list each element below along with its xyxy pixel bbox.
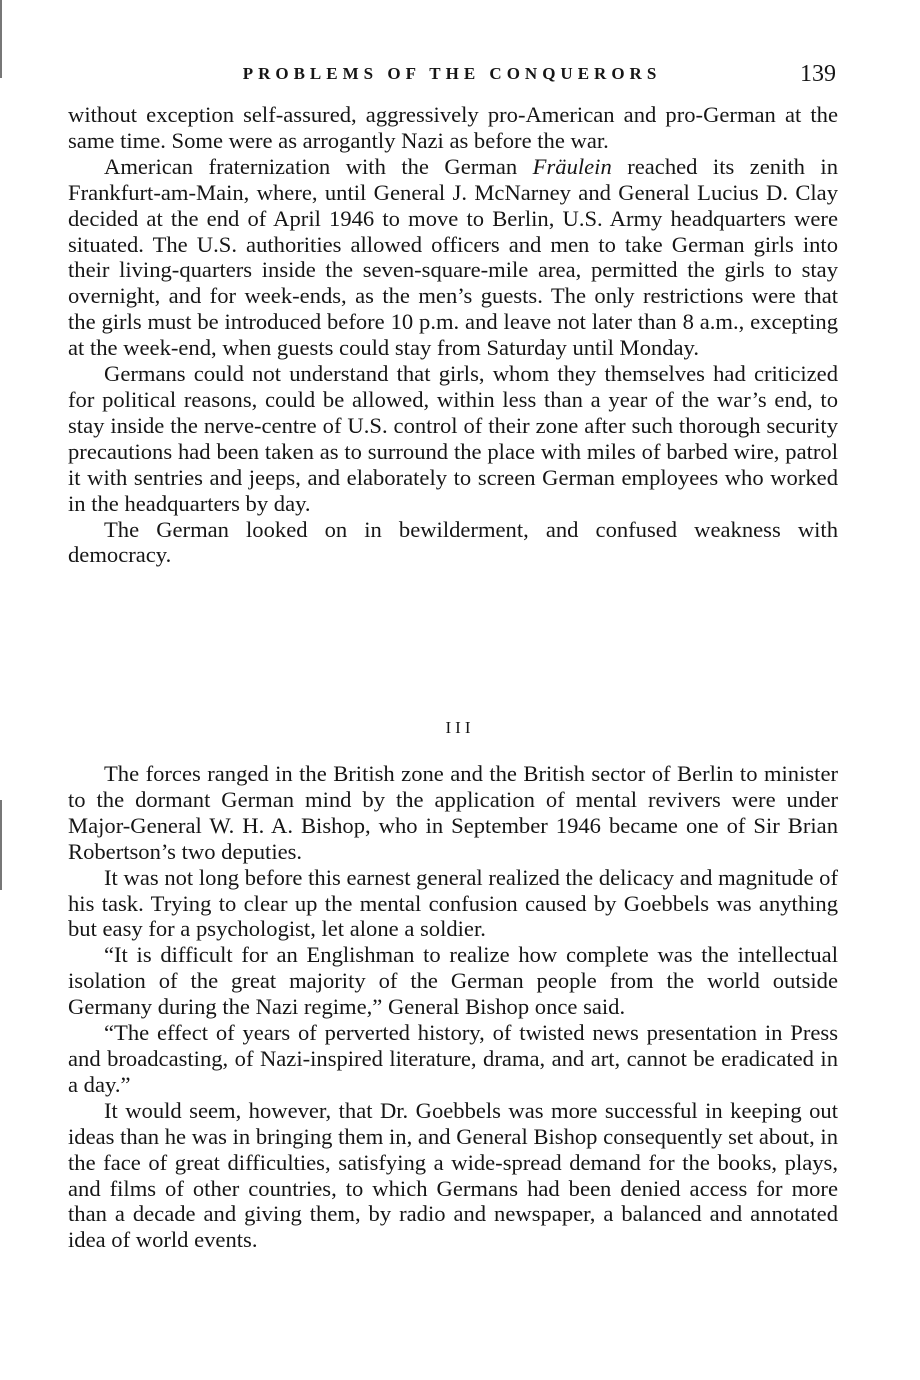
paragraph: The German looked on in bewilderment, and confused weakness with democracy. xyxy=(68,516,838,568)
paragraph xyxy=(68,154,838,361)
scan-edge-mark xyxy=(0,0,2,78)
paragraph: It was not long before this earnest general realized the delicacy and magnitude of his task. Trying to clear up the mental confusion caused by Goebbels was anything but easy for a psychologist, let alone a soldier. xyxy=(68,864,838,942)
paragraph-text: American fraternization with the German xyxy=(104,153,533,179)
paragraph: It would seem, however, that Dr. Goebbels was more successful in keeping out ideas than he was in bringing them in, and General Bishop consequently set about, in the face of great difficulties, satisfying a wide-spread demand for the books, plays, and films of other countries, to which Germans had been denied access for more than a decade and giving them, by radio and newspaper, a balanced and annotated idea of world events. xyxy=(68,1097,838,1253)
section-number: III xyxy=(445,718,475,737)
paragraph: “It is difficult for an Englishman to realize how complete was the intellectual isolation of the great majority of the German people from the world outside Germany during the Nazi regime,” General Bishop once said. xyxy=(68,942,838,1020)
paragraph: Germans could not understand that girls, whom they themselves had criticized for political reasons, could be allowed, within less than a year of the war’s end, to stay inside the nerve-centre of U.S. control of their zone after such thorough security precautions had been taken as to surround the place with miles of barbed wire, patrol it with sentries and jeeps, and elaborately to screen German employees who worked in the headquarters by day. xyxy=(68,361,838,516)
scan-edge-mark xyxy=(0,800,2,890)
paragraph: without exception self-assured, aggressively pro-American and pro-German at the same time. Some were as arrogantly Nazi as before the war. xyxy=(68,102,838,153)
paragraph: “The effect of years of perverted history, of twisted news presentation in Press and broadcasting, of Nazi-inspired literature, drama, and art, cannot be eradicated in a day.” xyxy=(68,1020,838,1097)
italic-word: Fräulein xyxy=(532,153,612,179)
page-number: 139 xyxy=(800,61,836,87)
page-header xyxy=(68,61,836,94)
text-block-before-section xyxy=(68,102,838,568)
text-block-after-section xyxy=(68,761,838,1253)
paragraph: The forces ranged in the British zone and the British sector of Berlin to minister to the dormant German mind by the application of mental revivers were under Major-General W. H. A. Bishop, who in September 1946 became one of Sir Brian Robertson’s two deputies. xyxy=(68,761,838,864)
paragraph-text: reached its zenith in Frankfurt-am-Main, where, until General J. McNarney and General Lucius D. Clay decided at the end of April 1946 to move to Berlin, U.S. Army headquarters were situated. The U.S. authorities allowed officers and men to take German girls into their living-quarters inside the seven-square-mile area, permitted the girls to stay overnight, and for week-ends, as the men’s guests. The only restrictions were that the girls must be introduced before 10 p.m. and leave not later than 8 a.m., excepting at the week-end, when guests could stay from Saturday until Monday. xyxy=(68,153,838,361)
running-title: PROBLEMS OF THE CONQUERORS xyxy=(242,64,662,83)
